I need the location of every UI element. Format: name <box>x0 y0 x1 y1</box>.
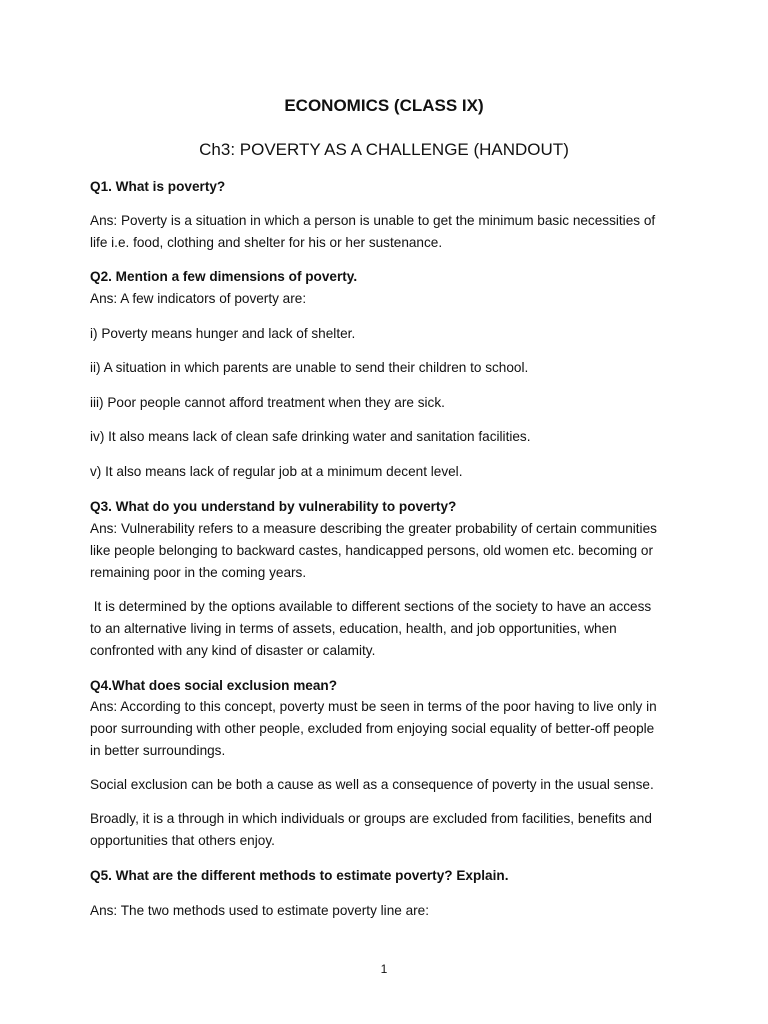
chapter-heading: Ch3: POVERTY AS A CHALLENGE (HANDOUT) <box>199 140 569 159</box>
answer-4-para2: Social exclusion can be both a cause as well as a consequence of poverty in the usual sense. <box>90 777 654 792</box>
question-5: Q5. What are the different methods to estimate poverty? Explain. <box>90 868 509 883</box>
answer-3-para2-line-3: confronted with any kind of disaster or calamity. <box>90 643 376 658</box>
answer-2-point-1: i) Poverty means hunger and lack of shelter. <box>90 326 356 341</box>
answer-2-point-4: iv) It also means lack of clean safe drinking water and sanitation facilities. <box>90 429 531 444</box>
answer-2-point-5: v) It also means lack of regular job at a minimum decent level. <box>90 464 463 479</box>
page-number: 1 <box>380 962 388 976</box>
answer-3-line-1: Ans: Vulnerability refers to a measure describing the greater probability of certain communities <box>90 521 657 536</box>
answer-4-line-3: in better surroundings. <box>90 743 226 758</box>
question-4: Q4.What does social exclusion mean? <box>90 678 338 693</box>
answer-4-para3-line-2: opportunities that others enjoy. <box>90 833 275 848</box>
answer-2-point-3: iii) Poor people cannot afford treatment when they are sick. <box>90 395 445 410</box>
answer-3-line-3: remaining poor in the coming years. <box>90 565 307 580</box>
document-title: ECONOMICS (CLASS IX) <box>284 96 484 115</box>
answer-3-para2-line-1: It is determined by the options available to different sections of the society to have an access <box>90 599 652 614</box>
answer-1-line-1: Ans: Poverty is a situation in which a person is unable to get the minimum basic necessities of <box>90 213 656 228</box>
answer-3-line-2: like people belonging to backward castes, handicapped persons, old women etc. becoming or <box>90 543 653 558</box>
answer-4-line-2: poor surrounding with other people, excluded from enjoying social equality of better-off people <box>90 721 655 736</box>
answer-4-para3-line-1: Broadly, it is a through in which individuals or groups are excluded from facilities, benefits and <box>90 811 652 826</box>
answer-2-point-2: ii) A situation in which parents are unable to send their children to school. <box>90 360 529 375</box>
answer-1-line-2: life i.e. food, clothing and shelter for his or her sustenance. <box>90 235 443 250</box>
answer-3-para2-line-2: to an alternative living in terms of assets, education, health, and job opportunities, when <box>90 621 617 636</box>
question-2: Q2. Mention a few dimensions of poverty. <box>90 269 358 284</box>
answer-5-intro: Ans: The two methods used to estimate poverty line are: <box>90 903 430 918</box>
answer-2-intro: Ans: A few indicators of poverty are: <box>90 291 307 306</box>
answer-4-line-1: Ans: According to this concept, poverty must be seen in terms of the poor having to live only in <box>90 699 657 714</box>
question-3: Q3. What do you understand by vulnerability to poverty? <box>90 499 457 514</box>
question-1: Q1. What is poverty? <box>90 179 226 194</box>
